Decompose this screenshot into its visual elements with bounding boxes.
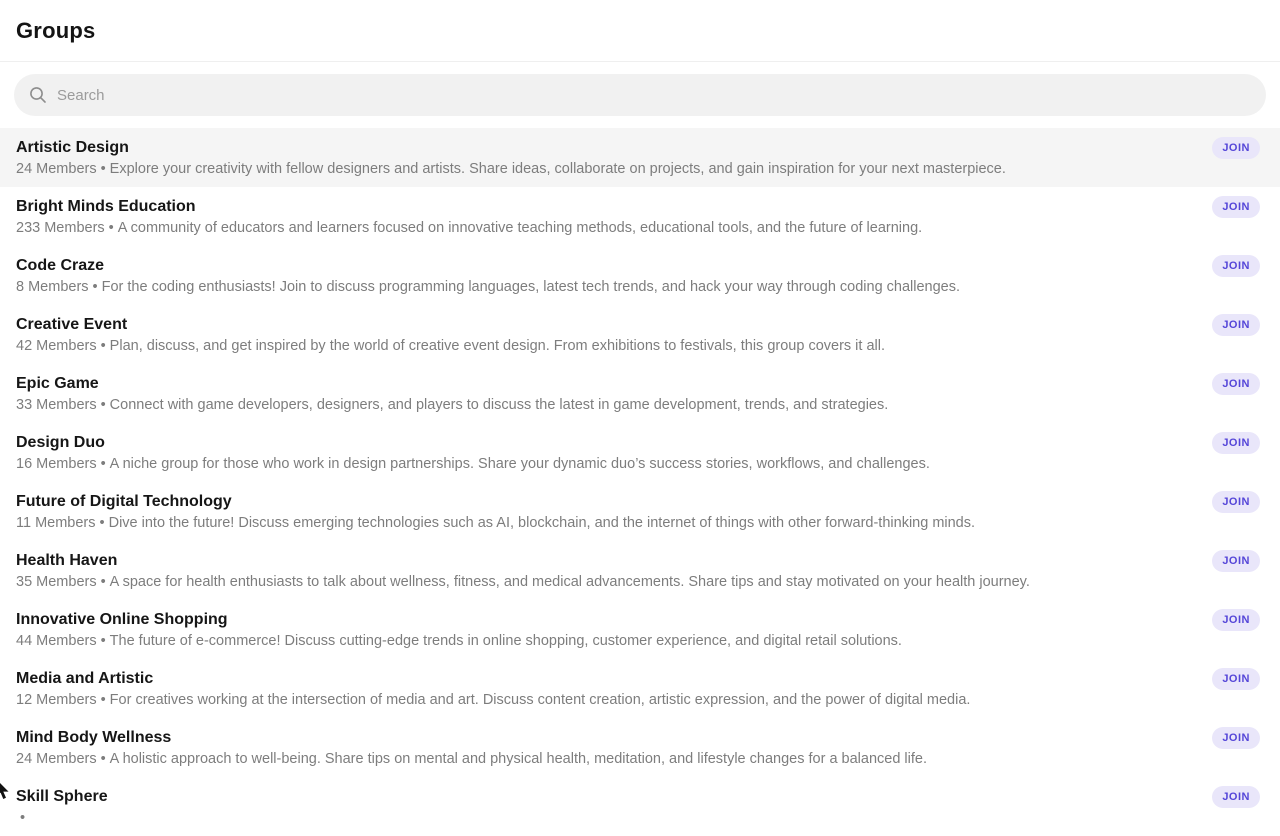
group-list	[0, 128, 1280, 836]
page-title: Groups	[16, 17, 96, 43]
search-input-container[interactable]	[14, 74, 1266, 116]
group-description: Connect with game developers, designers, and players to discuss the latest in game development, trends, and strategies.	[109, 397, 889, 413]
join-button[interactable]: JOIN	[1212, 727, 1260, 749]
join-button[interactable]: JOIN	[1212, 137, 1260, 159]
group-row[interactable]	[0, 128, 1280, 187]
group-description: A space for health enthusiasts to talk about wellness, fitness, and medical advancements. Share tips and stay motivated on your health journey.	[109, 574, 1030, 590]
meta-separator: •	[100, 397, 106, 413]
group-members-count: 24 Members	[16, 161, 97, 177]
group-name: Design Duo	[16, 434, 105, 451]
join-button[interactable]: JOIN	[1212, 255, 1260, 277]
group-info	[16, 777, 108, 829]
group-members-count: 24 Members	[16, 751, 97, 767]
group-name: Skill Sphere	[16, 788, 108, 805]
group-description: The future of e-commerce! Discuss cutting-edge trends in online shopping, customer experience, and digital retail solutions.	[109, 633, 902, 649]
search-section	[0, 62, 1280, 128]
group-members-count: 12 Members	[16, 692, 97, 708]
group-row[interactable]	[0, 659, 1280, 718]
group-info	[16, 659, 970, 711]
group-info	[16, 600, 902, 652]
group-name: Creative Event	[16, 316, 128, 333]
group-meta	[16, 218, 922, 239]
group-row[interactable]	[0, 777, 1280, 836]
group-meta	[16, 336, 885, 357]
group-info	[16, 364, 888, 416]
group-meta	[16, 749, 927, 770]
group-info	[16, 128, 1006, 180]
group-description: Dive into the future! Discuss emerging technologies such as AI, blockchain, and the internet of things with other forward-thinking minds.	[108, 515, 976, 531]
meta-separator: •	[100, 338, 106, 354]
group-row[interactable]	[0, 541, 1280, 600]
group-name: Bright Minds Education	[16, 198, 196, 215]
group-meta	[16, 572, 1030, 593]
group-info	[16, 246, 960, 298]
group-description: Explore your creativity with fellow designers and artists. Share ideas, collaborate on projects, and gain inspiration for your next masterpiece.	[109, 161, 1006, 177]
join-button[interactable]: JOIN	[1212, 314, 1260, 336]
group-row[interactable]	[0, 305, 1280, 364]
search-icon	[29, 86, 47, 104]
meta-separator: •	[99, 515, 105, 531]
group-row[interactable]	[0, 600, 1280, 659]
group-name: Mind Body Wellness	[16, 729, 172, 746]
group-info	[16, 187, 922, 239]
group-row[interactable]	[0, 187, 1280, 246]
group-description: A community of educators and learners focused on innovative teaching methods, educational tools, and the future of learning.	[117, 220, 923, 236]
group-members-count: 8 Members	[16, 279, 89, 295]
join-button[interactable]: JOIN	[1212, 196, 1260, 218]
group-meta	[16, 690, 970, 711]
group-name: Health Haven	[16, 552, 118, 569]
group-members-count: 233 Members	[16, 220, 105, 236]
group-name: Artistic Design	[16, 139, 129, 156]
group-meta	[16, 277, 960, 298]
group-description: A niche group for those who work in design partnerships. Share your dynamic duo’s success stories, workflows, and challenges.	[109, 456, 930, 472]
group-description: For creatives working at the intersection of media and art. Discuss content creation, artistic expression, and the power of digital media.	[109, 692, 971, 708]
meta-separator: •	[92, 279, 98, 295]
group-row[interactable]	[0, 364, 1280, 423]
meta-separator: •	[100, 692, 106, 708]
group-meta	[16, 159, 1006, 180]
group-info	[16, 718, 927, 770]
group-description: Plan, discuss, and get inspired by the world of creative event design. From exhibitions to festivals, this group covers it all.	[109, 338, 885, 354]
group-row[interactable]	[0, 482, 1280, 541]
group-row[interactable]	[0, 246, 1280, 305]
group-meta	[16, 454, 930, 475]
group-name: Code Craze	[16, 257, 105, 274]
group-meta	[16, 808, 108, 829]
join-button[interactable]: JOIN	[1212, 668, 1260, 690]
group-description: For the coding enthusiasts! Join to discuss programming languages, latest tech trends, and hack your way through coding challenges.	[101, 279, 961, 295]
group-description: A holistic approach to well-being. Share tips on mental and physical health, meditation, and lifestyle changes for a balanced life.	[109, 751, 927, 767]
group-members-count: 33 Members	[16, 397, 97, 413]
group-info	[16, 305, 885, 357]
meta-separator: •	[100, 456, 106, 472]
meta-separator: •	[20, 810, 26, 826]
meta-separator: •	[100, 574, 106, 590]
group-name: Media and Artistic	[16, 670, 154, 687]
group-members-count: 35 Members	[16, 574, 97, 590]
group-info	[16, 541, 1030, 593]
meta-separator: •	[100, 161, 106, 177]
join-button[interactable]: JOIN	[1212, 609, 1260, 631]
group-members-count: 16 Members	[16, 456, 97, 472]
join-button[interactable]: JOIN	[1212, 786, 1260, 808]
page-header	[0, 0, 1280, 62]
group-row[interactable]	[0, 423, 1280, 482]
group-meta	[16, 395, 888, 416]
join-button[interactable]: JOIN	[1212, 491, 1260, 513]
group-members-count: 44 Members	[16, 633, 97, 649]
join-button[interactable]: JOIN	[1212, 550, 1260, 572]
group-name: Epic Game	[16, 375, 99, 392]
group-meta	[16, 631, 902, 652]
group-info	[16, 482, 975, 534]
group-members-count: 11 Members	[16, 515, 96, 531]
group-members-count: 42 Members	[16, 338, 97, 354]
group-row[interactable]	[0, 718, 1280, 777]
group-name: Innovative Online Shopping	[16, 611, 228, 628]
meta-separator: •	[108, 220, 114, 236]
join-button[interactable]: JOIN	[1212, 373, 1260, 395]
group-name: Future of Digital Technology	[16, 493, 232, 510]
meta-separator: •	[100, 751, 106, 767]
search-input[interactable]	[57, 87, 1251, 104]
group-meta	[16, 513, 975, 534]
join-button[interactable]: JOIN	[1212, 432, 1260, 454]
meta-separator: •	[100, 633, 106, 649]
group-info	[16, 423, 930, 475]
